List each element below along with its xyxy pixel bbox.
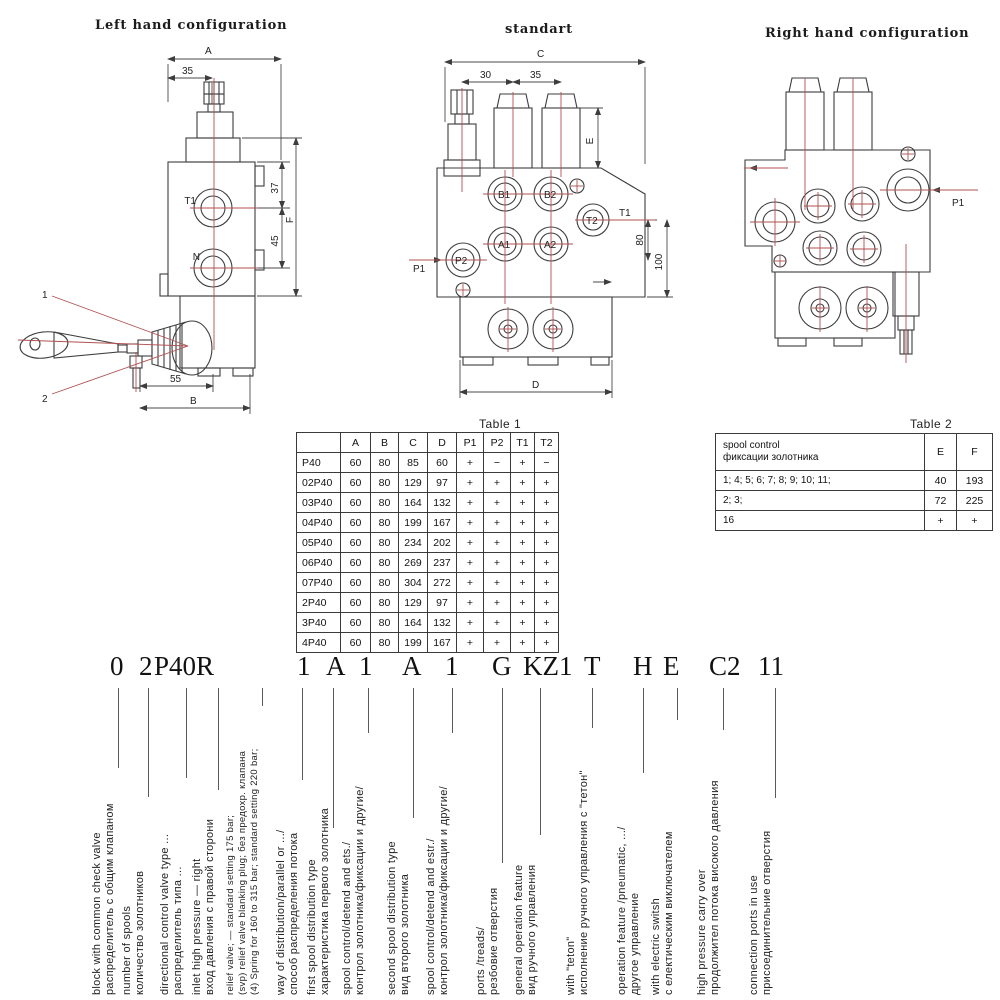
label-first-spool-control: spool control/detend and ets./ контрол золотника/фиксации и другие/ (341, 786, 366, 995)
port-t2-label: T2 (586, 216, 598, 227)
model-cell: 4P40 (297, 633, 341, 653)
order-code-token: 0 (110, 651, 124, 681)
value-cell: + (535, 473, 559, 493)
table1-row (297, 453, 559, 473)
leader-line (540, 688, 541, 835)
leader-line (186, 688, 187, 778)
value-cell: 97 (428, 593, 457, 613)
table1-row (297, 493, 559, 513)
value-cell: + (535, 613, 559, 633)
value-cell: + (535, 493, 559, 513)
dim-d-label: D (532, 380, 540, 391)
value-cell: 202 (428, 533, 457, 553)
table1-header-cell: B (371, 433, 399, 453)
spool-control-ru: фиксации золотника (723, 452, 819, 463)
table2-title: Table 2 (910, 417, 953, 431)
table1-header-row (297, 433, 559, 453)
value-cell: 164 (399, 493, 428, 513)
value-cell: 80 (371, 513, 399, 533)
value-cell: 80 (371, 573, 399, 593)
label-first-spool-type: first spool distribution type характеристика первого золотника (306, 807, 331, 995)
value-cell: 60 (341, 493, 371, 513)
middle-valve-body (437, 90, 645, 365)
value-cell: + (484, 473, 511, 493)
table1-row (297, 533, 559, 553)
dim-30-label: 30 (480, 70, 492, 81)
table1-row (297, 573, 559, 593)
value-cell: 72 (925, 491, 957, 511)
value-cell: + (484, 533, 511, 553)
value-cell: + (535, 533, 559, 553)
label-operation-feature: general operation feature вид ручного управления (513, 864, 538, 995)
table1 (296, 432, 559, 653)
col-f-header: F (957, 434, 993, 471)
order-code-token: G (492, 651, 512, 681)
value-cell: 60 (428, 453, 457, 473)
value-cell: − (535, 453, 559, 473)
spool-list-cell: 2; 3; (716, 491, 925, 511)
dim-55-label: 55 (170, 374, 182, 385)
value-cell: 80 (371, 633, 399, 653)
label-inlet-high-pressure: inlet high pressure — right вход давления с правой сторони (191, 818, 216, 995)
value-cell: + (511, 573, 535, 593)
value-cell: + (484, 633, 511, 653)
table2-row (716, 491, 993, 511)
table1-row (297, 633, 559, 653)
col-e-header: E (925, 434, 957, 471)
table1-row (297, 553, 559, 573)
value-cell: + (457, 473, 484, 493)
model-cell: 02P40 (297, 473, 341, 493)
order-code-token: 1 (297, 651, 311, 681)
table1-header-cell: P1 (457, 433, 484, 453)
value-cell: + (535, 553, 559, 573)
leader-line (677, 688, 678, 720)
value-cell: + (484, 513, 511, 533)
value-cell: 199 (399, 513, 428, 533)
leader-line (218, 688, 219, 790)
value-cell: + (535, 593, 559, 613)
value-cell: 60 (341, 453, 371, 473)
value-cell: + (535, 633, 559, 653)
port-p1-label: P1 (413, 264, 426, 275)
port-a2-label: A2 (544, 240, 557, 251)
value-cell: + (484, 613, 511, 633)
table1-header-cell: D (428, 433, 457, 453)
port-p1-label: P1 (952, 198, 965, 209)
value-cell: 60 (341, 513, 371, 533)
spool-control-header (716, 434, 925, 471)
dim-45-label: 45 (270, 235, 281, 247)
value-cell: + (511, 633, 535, 653)
value-cell: + (457, 613, 484, 633)
value-cell: 237 (428, 553, 457, 573)
value-cell: 80 (371, 553, 399, 573)
value-cell: 60 (341, 633, 371, 653)
right-labels (952, 198, 965, 209)
spool-control-en: spool control (723, 440, 780, 451)
value-cell: + (925, 511, 957, 531)
table2-header-row (716, 434, 993, 471)
lever-position-2-label: 2 (42, 394, 48, 405)
value-cell: 167 (428, 513, 457, 533)
label-connection-ports: connection ports in use присоединительние отверстия (748, 830, 773, 995)
leader-line (368, 688, 369, 733)
table1-header-cell: P2 (484, 433, 511, 453)
standard-configuration-drawing (405, 42, 695, 402)
label-number-of-spools: number of spools количество золотников (121, 870, 146, 995)
table2-row (716, 511, 993, 531)
value-cell: + (457, 493, 484, 513)
value-cell: 129 (399, 473, 428, 493)
value-cell: + (511, 513, 535, 533)
table1-row (297, 473, 559, 493)
order-code-token: P40R (154, 651, 215, 681)
value-cell: + (957, 511, 993, 531)
label-ports-threads: ports /treads/ резбовие отверстия (475, 887, 500, 995)
value-cell: 234 (399, 533, 428, 553)
value-cell: 60 (341, 533, 371, 553)
order-code-token: 1 (445, 651, 459, 681)
leader-line (118, 688, 119, 768)
value-cell: 60 (341, 613, 371, 633)
label-second-spool-control: spool control/detend and estr./ контрол золотника/фиксации и другие/ (425, 786, 450, 995)
value-cell: 129 (399, 593, 428, 613)
value-cell: 80 (371, 493, 399, 513)
value-cell: + (511, 493, 535, 513)
port-t1-label: T1 (184, 196, 196, 207)
order-code-token: 11 (758, 651, 784, 681)
value-cell: 60 (341, 593, 371, 613)
leader-line (333, 688, 334, 828)
leader-line (262, 688, 263, 706)
label-block-check-valve: block with common check valve распределитель с общим клапаном (91, 803, 116, 995)
model-cell: 2P40 (297, 593, 341, 613)
value-cell: + (535, 573, 559, 593)
value-cell: 60 (341, 553, 371, 573)
table1-header-cell: T2 (535, 433, 559, 453)
order-code-token: A (402, 651, 422, 681)
model-cell: 04P40 (297, 513, 341, 533)
label-with-teton: with "teton" исполнение ручного управления с "тетон" (565, 770, 590, 995)
value-cell: + (457, 453, 484, 473)
value-cell: + (457, 633, 484, 653)
value-cell: + (457, 513, 484, 533)
value-cell: 80 (371, 533, 399, 553)
leader-line (413, 688, 414, 818)
table1-title: Table 1 (479, 417, 522, 431)
value-cell: 40 (925, 471, 957, 491)
label-second-spool-type: second spool distribution type вид второго золотника (386, 841, 411, 995)
order-code-token: T (584, 651, 601, 681)
leader-line (775, 688, 776, 798)
model-cell: P40 (297, 453, 341, 473)
value-cell: + (457, 533, 484, 553)
table2-row (716, 471, 993, 491)
value-cell: + (511, 453, 535, 473)
table1-header-cell (297, 433, 341, 453)
value-cell: + (457, 553, 484, 573)
table1-row (297, 513, 559, 533)
port-b1-label: B1 (498, 190, 511, 201)
dim-e-label: E (585, 137, 596, 145)
dim-a-label: A (205, 46, 212, 57)
value-cell: 225 (957, 491, 993, 511)
dim-35-label: 35 (182, 66, 194, 77)
leader-line (643, 688, 644, 773)
order-code-token: KZ1 (523, 651, 573, 681)
model-cell: 3P40 (297, 613, 341, 633)
spool-list-cell: 16 (716, 511, 925, 531)
value-cell: 97 (428, 473, 457, 493)
table1-header-cell: A (341, 433, 371, 453)
left-drawing-title: Left hand configuration (95, 18, 288, 33)
value-cell: 199 (399, 633, 428, 653)
value-cell: − (484, 453, 511, 473)
dim-35-label: 35 (530, 70, 542, 81)
value-cell: + (484, 573, 511, 593)
value-cell: 193 (957, 471, 993, 491)
order-code-token: A (326, 651, 346, 681)
model-cell: 03P40 (297, 493, 341, 513)
table1-row (297, 613, 559, 633)
leader-line (452, 688, 453, 733)
spool-list-cell: 1; 4; 5; 6; 7; 8; 9; 10; 11; (716, 471, 925, 491)
value-cell: + (484, 493, 511, 513)
value-cell: + (511, 473, 535, 493)
leader-line (148, 688, 149, 797)
model-cell: 05P40 (297, 533, 341, 553)
value-cell: + (511, 613, 535, 633)
right-valve-body (745, 78, 930, 354)
value-cell: 272 (428, 573, 457, 593)
order-code-token: C2 (709, 651, 741, 681)
lever-position-1-label: 1 (42, 290, 48, 301)
value-cell: 80 (371, 613, 399, 633)
label-way-of-distribution: way of distribution/parallel or .../ способ распределения потока (275, 829, 300, 995)
value-cell: + (457, 593, 484, 613)
table1-row (297, 593, 559, 613)
model-cell: 06P40 (297, 553, 341, 573)
value-cell: 80 (371, 453, 399, 473)
dim-b-label: B (190, 396, 197, 407)
port-a1-label: A1 (498, 240, 511, 251)
label-relief-valve: relief valve; — standard setting 175 bar; (svp) relief valve blanking plug; без предохр. клапана (4) Spring for 160 to 315 bar; standard setting 220 bar; (225, 748, 260, 995)
table1-header-cell: C (399, 433, 428, 453)
label-electric-switch: with electric switsh с електическим виключателем (650, 831, 675, 995)
value-cell: + (484, 593, 511, 613)
value-cell: 80 (371, 473, 399, 493)
value-cell: + (457, 573, 484, 593)
port-b2-label: B2 (544, 190, 557, 201)
dim-37-label: 37 (270, 182, 281, 194)
value-cell: + (535, 513, 559, 533)
table1-header-cell: T1 (511, 433, 535, 453)
order-code-token: H (633, 651, 653, 681)
dim-c-label: C (537, 49, 545, 60)
dim-80-label: 80 (635, 234, 646, 246)
label-valve-type: directional control valve type ... распределитель типа ... (159, 833, 184, 995)
left-configuration-drawing (0, 38, 310, 418)
leader-line (502, 688, 503, 863)
label-carry-over: high pressure carry over продолжител потока високого давления (696, 780, 721, 995)
right-drawing-title: Right hand configuration (765, 26, 970, 41)
port-n-label: N (192, 252, 200, 263)
value-cell: 167 (428, 633, 457, 653)
dim-f-label: F (285, 216, 296, 224)
value-cell: 164 (399, 613, 428, 633)
value-cell: 85 (399, 453, 428, 473)
value-cell: + (484, 553, 511, 573)
leader-line (723, 688, 724, 730)
value-cell: + (511, 593, 535, 613)
value-cell: 60 (341, 573, 371, 593)
leader-line (302, 688, 303, 780)
value-cell: 132 (428, 613, 457, 633)
dim-100-label: 100 (654, 253, 665, 271)
right-configuration-drawing (730, 48, 1000, 378)
port-t1-label: T1 (619, 208, 631, 219)
value-cell: + (511, 533, 535, 553)
order-code-token: E (663, 651, 680, 681)
leader-line (592, 688, 593, 728)
port-p2-label: P2 (455, 256, 468, 267)
value-cell: + (511, 553, 535, 573)
value-cell: 304 (399, 573, 428, 593)
order-code-token: 2 (139, 651, 153, 681)
model-cell: 07P40 (297, 573, 341, 593)
value-cell: 80 (371, 593, 399, 613)
left-valve-body (19, 82, 264, 388)
value-cell: 60 (341, 473, 371, 493)
middle-drawing-title: standart (505, 22, 573, 37)
value-cell: 132 (428, 493, 457, 513)
order-code-token: 1 (359, 651, 373, 681)
value-cell: 269 (399, 553, 428, 573)
table2 (715, 433, 993, 531)
label-pneumatic-operation: operation feature /pneumatic, .../ другое управление (616, 826, 641, 995)
